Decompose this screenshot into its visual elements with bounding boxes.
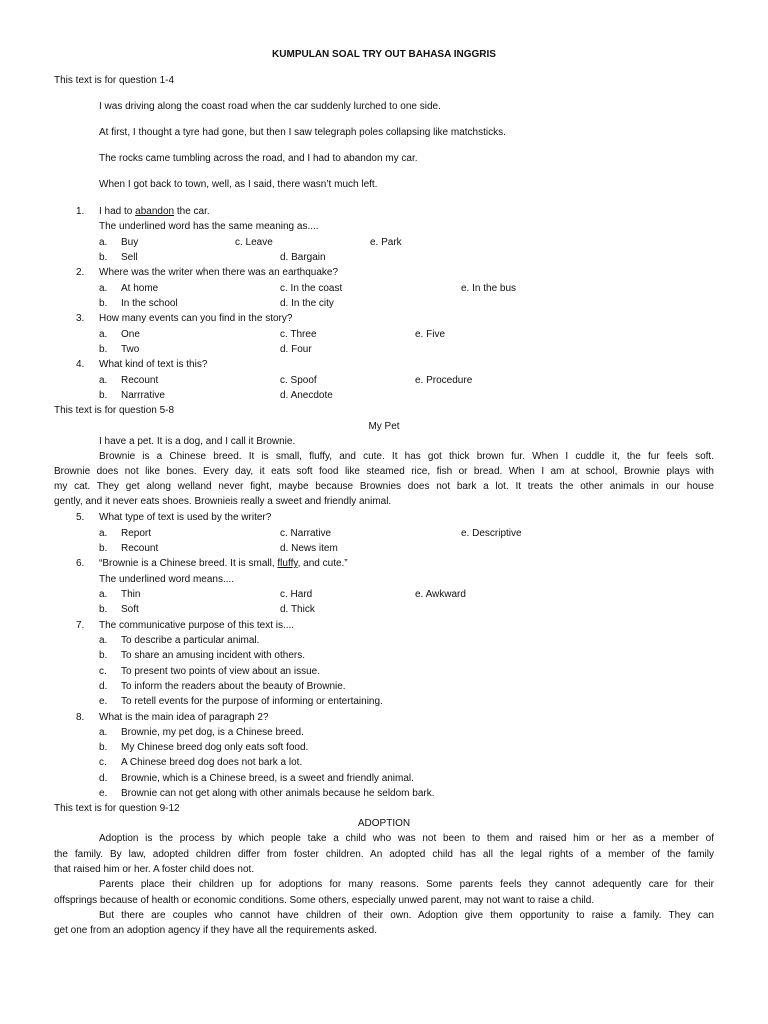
text2-paragraph-line: Brownie does not like bones. Every day, it eats soft food like steamed rice, fish or bread. When I am at school, Brownie plays with [54,466,714,477]
option-text: Report [121,528,152,539]
option-text: Brownie can not get along with other animals because he seldom bark. [121,788,435,799]
option-text: To retell events for the purpose of informing or entertaining. [121,696,383,707]
option-d: d. Bargain [280,252,326,263]
underlined-word: fluffy [277,558,298,569]
option-e: e. Awkward [415,589,466,600]
option-letter: d. [99,681,108,692]
section-label-2: This text is for question 5-8 [54,405,175,416]
text1-line: The rocks came tumbling across the road, and I had to abandon my car. [99,153,418,164]
option-text: One [121,329,140,340]
question-stem: What kind of text is this? [99,359,208,370]
option-letter: b. [99,604,108,615]
option-letter: b. [99,252,108,263]
option-letter: b. [99,742,108,753]
question-number: 7. [76,620,85,631]
option-d: d. Anecdote [280,390,333,401]
option-text: At home [121,283,159,294]
text2-paragraph-line: gently, and it never eats shoes. Brownieis really a sweet and friendly animal. [54,496,392,507]
question-number: 3. [76,313,85,324]
option-text: Narrrative [121,390,165,401]
option-c: c. Narrative [280,528,332,539]
option-letter: a. [99,283,108,294]
option-c: c. Leave [235,237,273,248]
option-text: Recount [121,375,159,386]
option-letter: a. [99,589,108,600]
option-letter: b. [99,543,108,554]
option-text: In the school [121,298,178,309]
option-e: e. Park [370,237,402,248]
text3-line: Adoption is the process by which people take a child who was not been to them and raised him or her as a member of [99,833,714,844]
text3-line: But there are couples who cannot have children of their own. Adoption give them opportunity to raise a family. They can [99,910,714,921]
option-letter: e. [99,696,108,707]
option-e: e. Five [415,329,446,340]
option-letter: a. [99,375,108,386]
option-letter: a. [99,635,108,646]
option-c: c. Three [280,329,317,340]
option-c: c. Spoof [280,375,317,386]
question-number: 1. [76,206,85,217]
option-letter: b. [99,298,108,309]
option-e: e. In the bus [461,283,517,294]
option-text: My Chinese breed dog only eats soft food. [121,742,309,753]
text2-paragraph-line: Brownie is a Chinese breed. It is small, fluffy, and cute. It has got thick brown fur. When I cuddle it, the fur feels soft. [99,451,714,462]
underlined-word: abandon [135,206,175,217]
question-stem: How many events can you find in the story? [99,313,293,324]
option-text: To present two points of view about an issue. [121,666,321,677]
option-letter: b. [99,650,108,661]
question-stem: “Brownie is a Chinese breed. It is small, fluffy, and cute.” [99,558,348,569]
text2-paragraph-line: my cat. They get along welland never fight, maybe because Brownies does not bark a lot. It treats the other animals in our house [54,481,714,492]
question-stem: The communicative purpose of this text is.... [99,620,295,631]
option-text: To describe a particular animal. [121,635,260,646]
option-letter: c. [99,666,107,677]
text3-line: the family. By law, adopted children differ from foster children. An adopted child has all the legal rights of a member of the family [54,849,714,860]
text1-line: At first, I thought a tyre had gone, but then I saw telegraph poles collapsing like matchsticks. [99,127,506,138]
text1-line: When I got back to town, well, as I said, there wasn’t much left. [99,179,378,190]
option-text: To share an amusing incident with others. [121,650,305,661]
option-letter: a. [99,528,108,539]
option-letter: a. [99,237,108,248]
question-stem: I had to abandon the car. [99,206,210,217]
option-letter: a. [99,727,108,738]
option-d: d. In the city [280,298,334,309]
section-label-3: This text is for question 9-12 [54,803,180,814]
question-number: 6. [76,558,85,569]
text3-line: get one from an adoption agency if they have all the requirements asked. [54,925,377,936]
section-label-1: This text is for question 1-4 [54,75,175,86]
option-letter: c. [99,757,107,768]
question-stem-2: The underlined word has the same meaning as.... [99,221,319,232]
option-c: c. In the coast [280,283,343,294]
option-text: Two [121,344,140,355]
text2-title: My Pet [368,421,400,432]
option-d: d. News item [280,543,338,554]
text3-line: offsprings because of health or economic conditions. Some others, especially unwed parent, may not want to raise a child. [54,895,595,906]
option-text: Soft [121,604,139,615]
question-stem: What type of text is used by the writer? [99,512,272,523]
page-title: KUMPULAN SOAL TRY OUT BAHASA INGGRIS [272,49,496,60]
option-text: Brownie, my pet dog, is a Chinese breed. [121,727,304,738]
option-text: Sell [121,252,138,263]
option-text: Thin [121,589,141,600]
option-letter: e. [99,788,108,799]
question-number: 2. [76,267,85,278]
text2-paragraph-1: I have a pet. It is a dog, and I call it Brownie. [99,436,296,447]
question-stem: Where was the writer when there was an earthquake? [99,267,339,278]
question-number: 4. [76,359,85,370]
option-letter: a. [99,329,108,340]
option-d: d. Thick [280,604,315,615]
question-number: 5. [76,512,85,523]
option-letter: b. [99,390,108,401]
option-text: Buy [121,237,139,248]
option-letter: b. [99,344,108,355]
option-d: d. Four [280,344,312,355]
option-text: To inform the readers about the beauty of Brownie. [121,681,346,692]
text3-title: ADOPTION [357,818,411,829]
question-stem-2: The underlined word means.... [99,574,235,585]
question-number: 8. [76,712,85,723]
option-e: e. Procedure [415,375,473,386]
question-stem: What is the main idea of paragraph 2? [99,712,269,723]
option-c: c. Hard [280,589,313,600]
text3-line: Parents place their children up for adoptions for many reasons. Some parents feels they cannot adequently care for their [99,879,714,890]
text1-line: I was driving along the coast road when the car suddenly lurched to one side. [99,101,441,112]
option-text: Recount [121,543,159,554]
option-text: A Chinese breed dog does not bark a lot. [121,757,303,768]
text3-line: that raised him or her. A foster child does not. [54,864,255,875]
option-e: e. Descriptive [461,528,522,539]
option-text: Brownie, which is a Chinese breed, is a sweet and friendly animal. [121,773,414,784]
option-letter: d. [99,773,108,784]
